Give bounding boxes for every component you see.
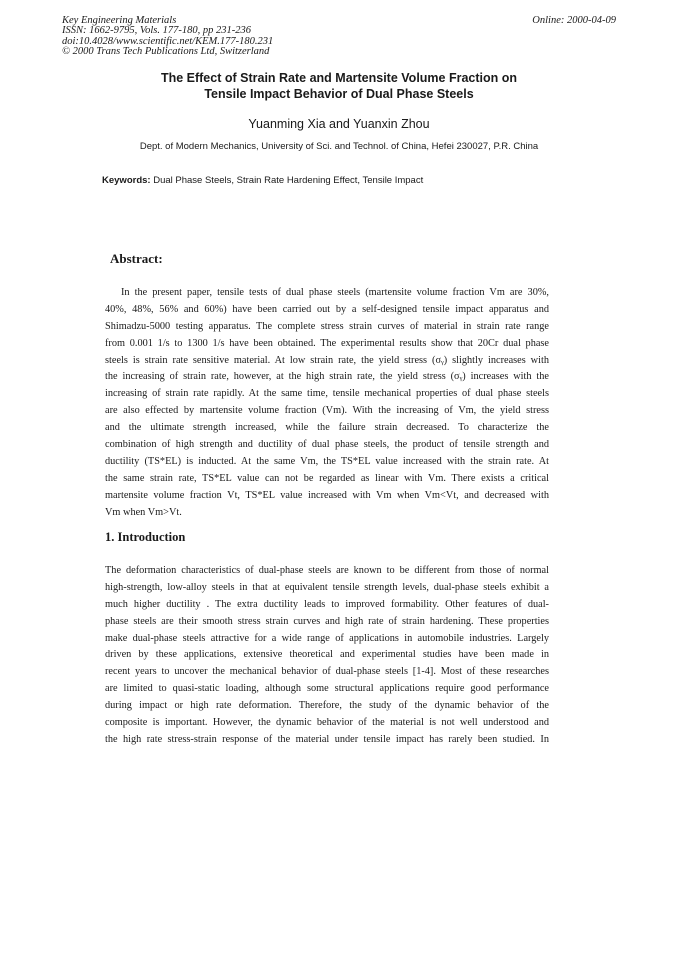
- authors: Yuanming Xia and Yuanxin Zhou: [248, 117, 430, 131]
- introduction-line: during impact or high rate deformation. Therefore, the study of the dynamic behavior of the: [105, 700, 549, 712]
- abstract-line: the increasing of strain rate, however, at the high strain rate, the yield stress (σᵧ) increases with the: [105, 371, 549, 383]
- issn-line: ISSN: 1662-9795, Vols. 177-180, pp 231-236: [62, 25, 251, 37]
- abstract-line: martensite volume fraction Vt, TS*EL value increased with Vm when Vm<Vt, and decreased with: [105, 489, 549, 501]
- introduction-body: [105, 563, 549, 749]
- introduction-line: are limited to quasi-static loading, although some structural applications require good performance: [105, 683, 549, 695]
- abstract-line: the same strain rate, TS*EL value can not be regarded as linear with Vm. There exists a critical: [105, 472, 549, 484]
- journal-header: [62, 16, 273, 58]
- title-line-1: The Effect of Strain Rate and Martensite Volume Fraction on: [160, 71, 518, 85]
- abstract-line: Vm when Vm>Vt.: [105, 506, 182, 518]
- paper-title: [0, 70, 678, 102]
- introduction-line: high-strength, low-alloy steels in that at equivalent tensile strength levels, dual-phase steels exhibit a: [105, 581, 549, 593]
- introduction-line: The deformation characteristics of dual-phase steels are known to be different from those of normal: [105, 565, 549, 576]
- abstract-line: from 0.001 1/s to 1300 1/s have been obtained. The experimental results show that 20Cr dual phase: [105, 337, 549, 349]
- abstract-line: increasing of strain rate rapidly. At the same time, tensile mechanical properties of dual phase steels: [105, 388, 549, 400]
- abstract-body: [105, 285, 549, 521]
- abstract-line: and the ultimate strength increased, while the failure strain decreased. To characterize the: [105, 422, 549, 434]
- abstract-line: ductility (TS*EL) is inducted. At the same Vm, the TS*EL value increased with the strain rate. At: [105, 455, 549, 467]
- affiliation: Dept. of Modern Mechanics, University of Sci. and Technol. of China, Hefei 230027, P.R. China: [139, 141, 539, 152]
- abstract-line: are also effected by martensite volume fraction (Vm). With the increasing of Vm, the yield stress: [105, 405, 549, 417]
- doi-line[interactable]: doi:10.4028/www.scientific.net/KEM.177-180.231: [62, 35, 274, 47]
- introduction-line: recent years to uncover the mechanical behavior of dual-phase steels [1-4]. Most of these researches: [105, 666, 549, 678]
- keywords: [102, 175, 423, 186]
- keywords-label: Keywords:: [102, 175, 151, 186]
- introduction-line: composite is important. However, the dynamic behavior of the material is not well understood and: [105, 717, 549, 729]
- introduction-heading: 1. Introduction: [105, 530, 186, 544]
- introduction-line: much higher ductility . The extra ductility leads to improved formability. Other features of dual-: [105, 598, 549, 610]
- title-line-2: Tensile Impact Behavior of Dual Phase Steels: [204, 87, 474, 101]
- abstract-line: steels is strain rate sensitive material. At low strain rate, the yield stress (σᵧ) slightly increases with: [105, 354, 549, 366]
- introduction-line: the high rate stress-strain response of the material under tensile impact has rarely been studied. In: [105, 733, 549, 745]
- abstract-line: 40%, 48%, 56% and 60%) have been carried out by a self-designed tensile impact apparatus and: [105, 303, 549, 315]
- introduction-line: make dual-phase steels attractive for a wide range of applications in automobile industries. Largely: [105, 632, 549, 644]
- online-date: Online: 2000-04-09: [532, 15, 616, 26]
- abstract-line: Shimadzu-5000 testing apparatus. The complete stress strain curves of material in strain rate range: [105, 320, 549, 332]
- keywords-text: Dual Phase Steels, Strain Rate Hardening Effect, Tensile Impact: [150, 175, 424, 186]
- journal-name: Key Engineering Materials: [62, 15, 177, 26]
- abstract-line: In the present paper, tensile tests of dual phase steels (martensite volume fraction Vm are 30%,: [121, 287, 549, 298]
- abstract-heading: Abstract:: [110, 251, 163, 266]
- introduction-line: driven by these applications, extensive theoretical and experimental studies have been made in: [105, 649, 549, 661]
- introduction-line: phase steels are their smooth stress strain curves and high rate of strain hardening. These properties: [105, 615, 549, 627]
- copyright-line: © 2000 Trans Tech Publications Ltd, Switzerland: [62, 46, 270, 58]
- abstract-line: combination of high strength and ductility of dual phase steels, the product of tensile strength and: [105, 439, 549, 451]
